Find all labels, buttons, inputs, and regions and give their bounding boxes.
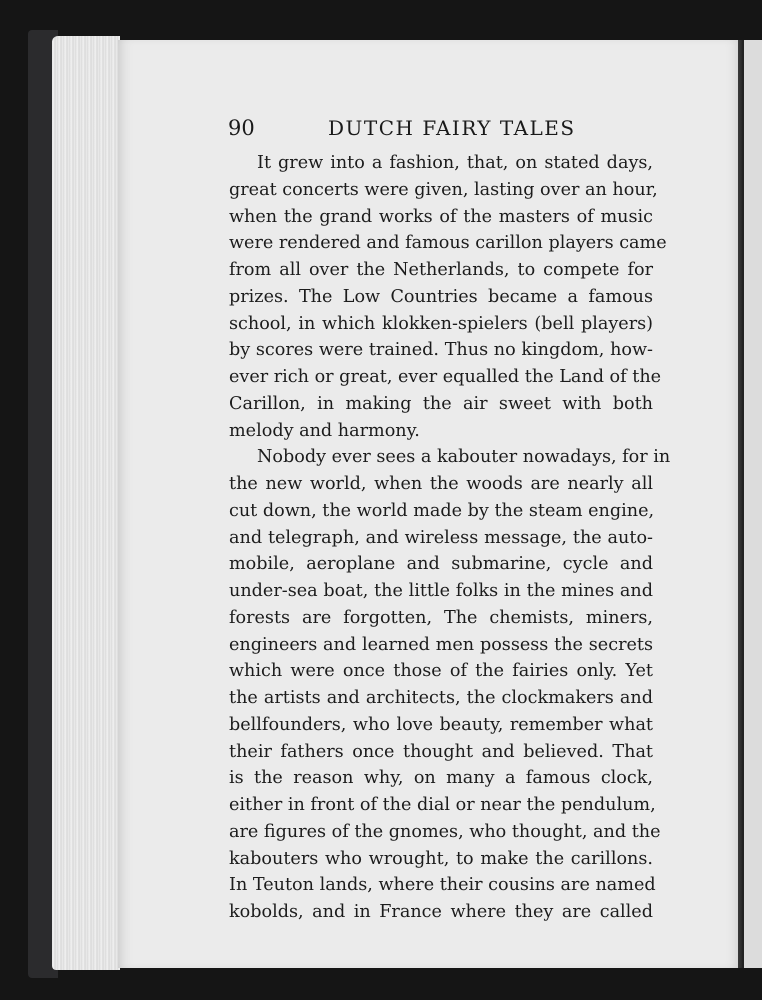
text-line: ever rich or great, ever equalled the Land of the <box>229 367 662 387</box>
text-line: is the reason why, on many a famous clock, <box>229 768 653 789</box>
text-line: by scores were trained. Thus no kingdom, how- <box>229 340 653 361</box>
text-line: Nobody ever sees a kabouter nowadays, for in <box>257 447 671 468</box>
page-edges <box>52 36 120 970</box>
text-line: were rendered and famous carillon players came <box>229 233 667 254</box>
text-line: the new world, when the woods are nearly all <box>229 474 653 494</box>
book-cover-right <box>738 40 762 968</box>
facing-page-edge <box>742 40 762 968</box>
page-header <box>228 116 668 150</box>
text-line: bellfounders, who love beauty, remember what <box>229 714 653 735</box>
text-line: under-sea boat, the little folks in the mines and <box>229 581 653 601</box>
text-line: engineers and learned men possess the secrets <box>229 634 653 655</box>
text-line: their fathers once thought and believed. That <box>229 741 653 762</box>
text-line: prizes. The Low Countries became a famous <box>229 286 653 307</box>
text-line: forests are forgotten, The chemists, miners, <box>229 607 653 628</box>
text-line: It grew into a fashion, that, on stated days, <box>257 153 653 173</box>
text-line: when the grand works of the masters of music <box>229 206 653 227</box>
running-title: DUTCH FAIRY TALES <box>328 116 576 140</box>
text-line: from all over the Netherlands, to compete for <box>229 260 653 280</box>
text-line: the artists and architects, the clockmakers and <box>229 688 653 708</box>
text-line: great concerts were given, lasting over an hour, <box>229 179 658 200</box>
text-line: In Teuton lands, where their cousins are named <box>229 875 656 896</box>
text-line: cut down, the world made by the steam engine, <box>229 500 655 521</box>
text-line: kabouters who wrought, to make the carillons. <box>229 848 653 869</box>
text-line: which were once those of the fairies only. Yet <box>229 661 653 682</box>
text-line: and telegraph, and wireless message, the auto- <box>229 527 653 548</box>
text-line: melody and harmony. <box>229 420 420 441</box>
text-line: mobile, aeroplane and submarine, cycle and <box>229 554 653 575</box>
text-line: kobolds, and in France where they are called <box>229 902 653 922</box>
text-line: school, in which klokken-spielers (bell players) <box>229 313 653 334</box>
text-line: Carillon, in making the air sweet with both <box>229 393 653 414</box>
body-text <box>229 150 671 926</box>
text-line: either in front of the dial or near the pendulum, <box>229 795 656 815</box>
text-line: are figures of the gnomes, who thought, and the <box>229 821 661 842</box>
page-number: 90 <box>228 116 255 140</box>
